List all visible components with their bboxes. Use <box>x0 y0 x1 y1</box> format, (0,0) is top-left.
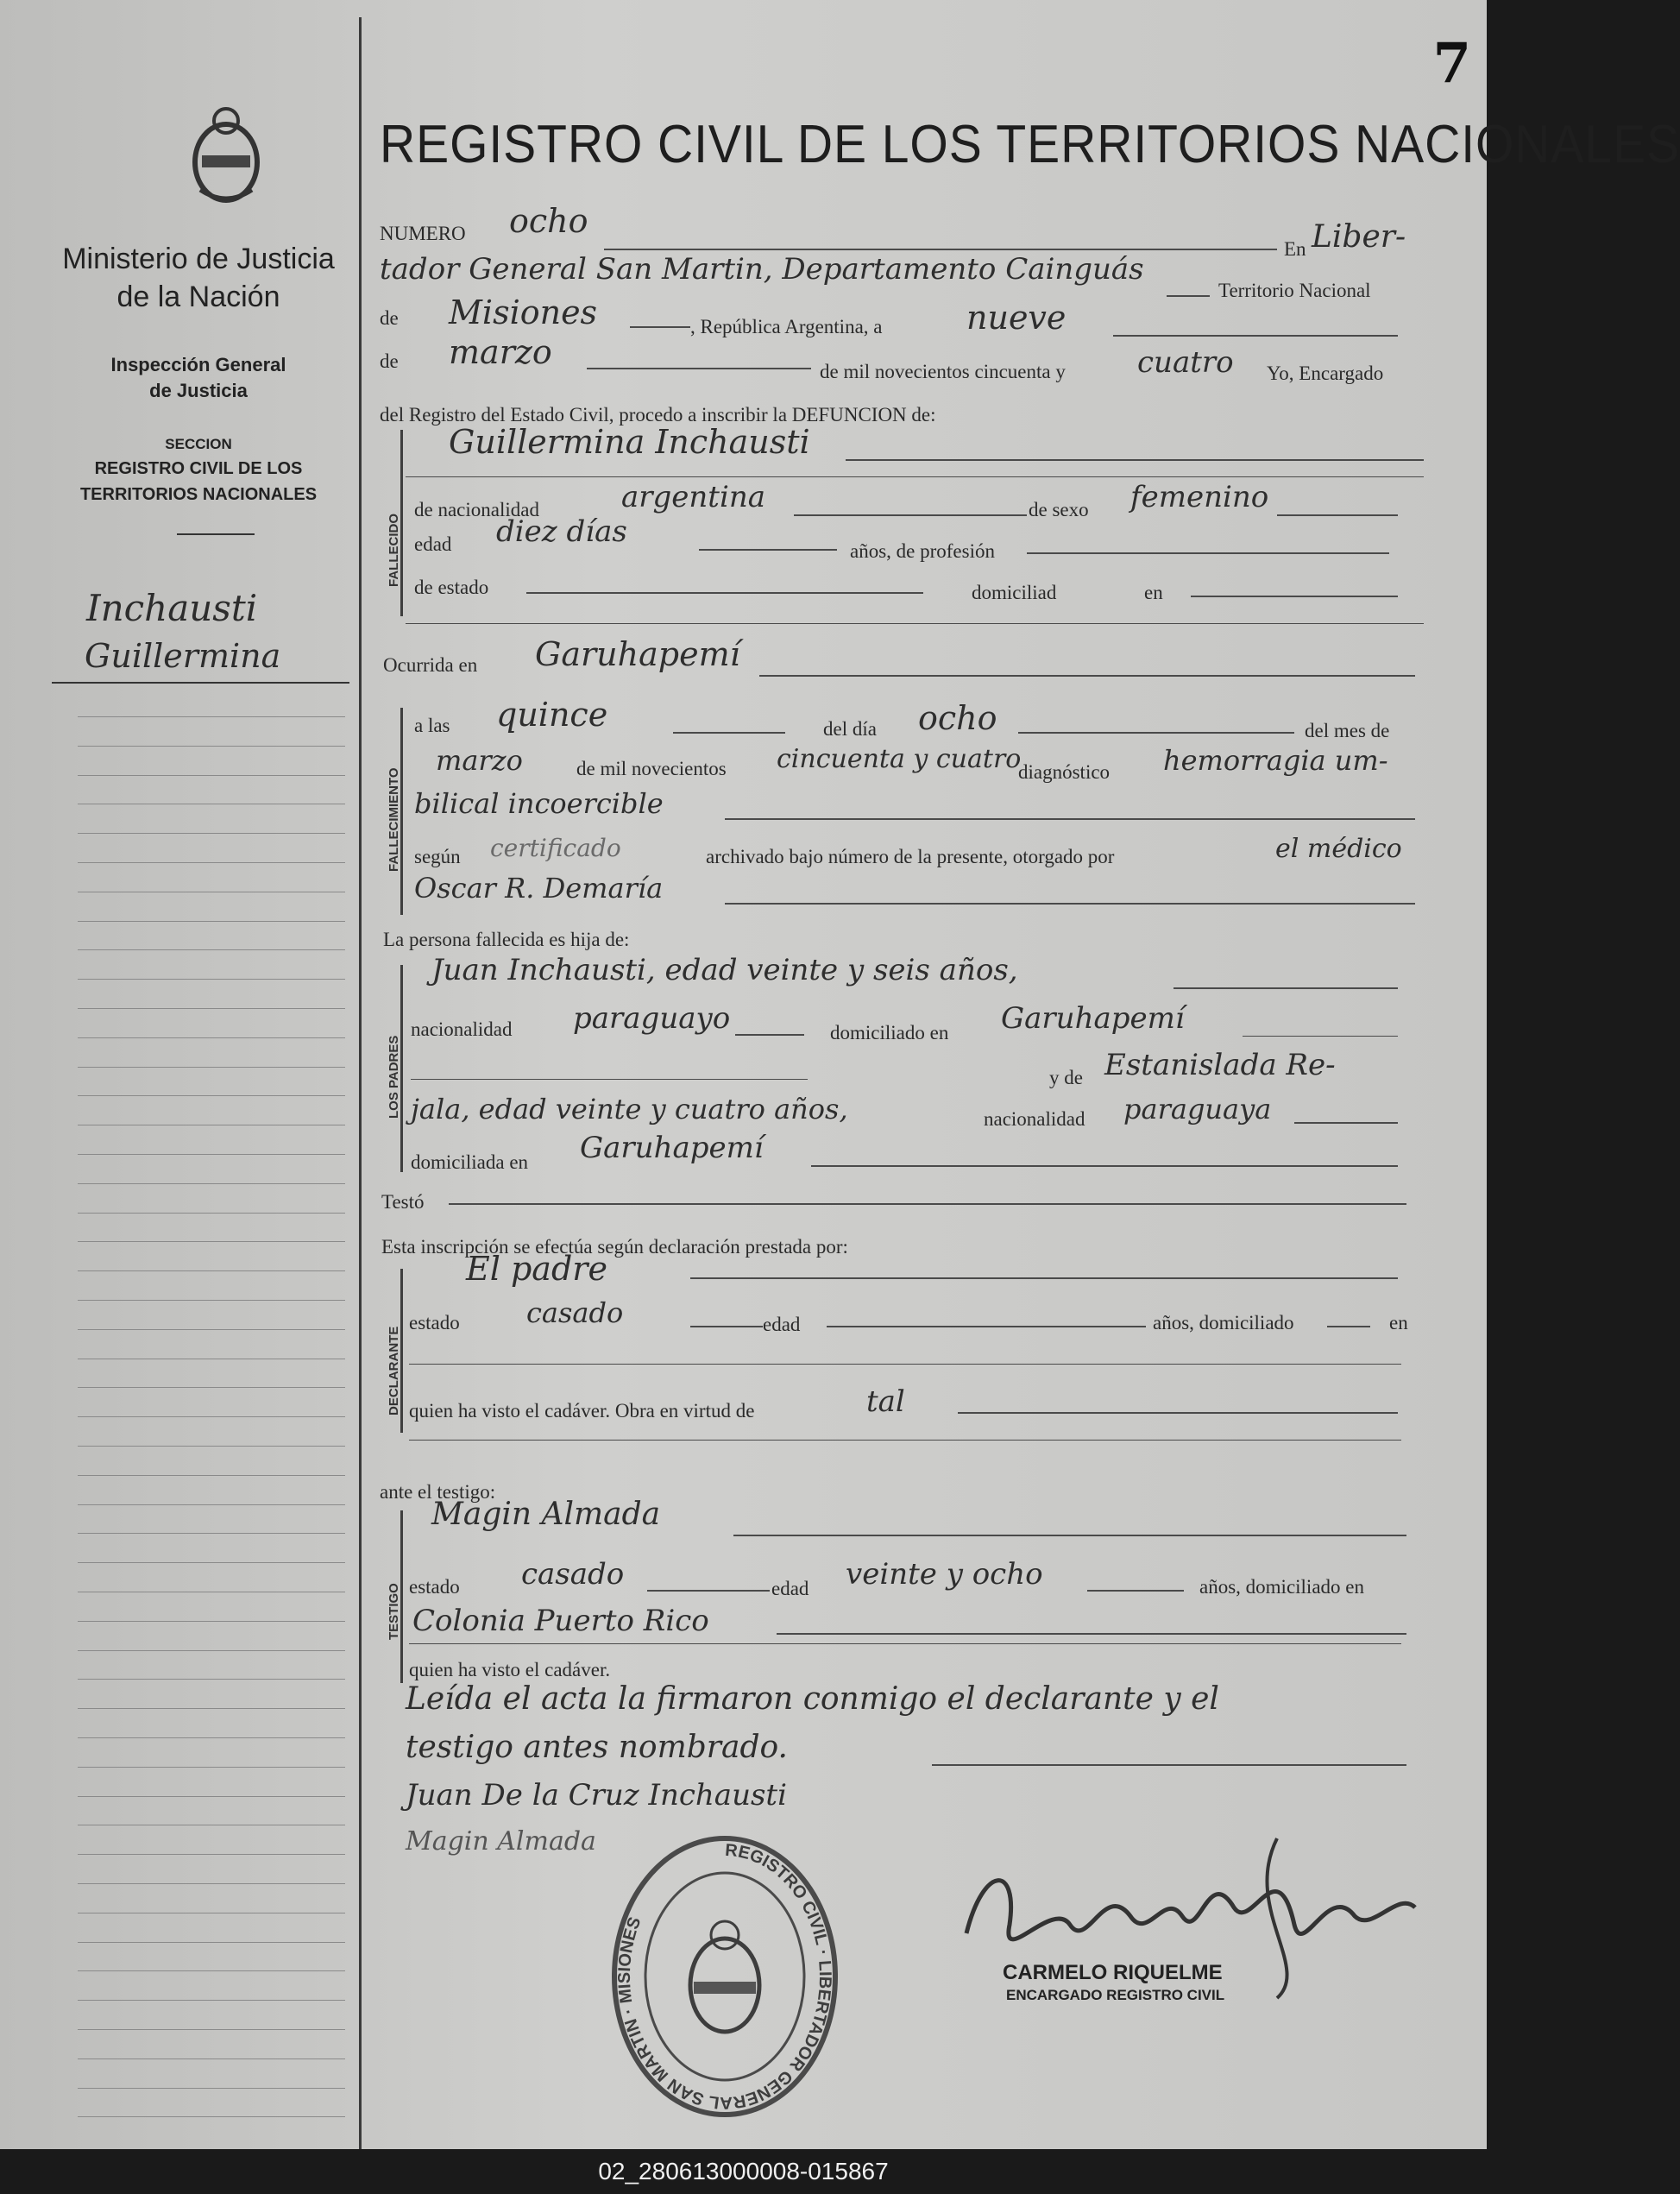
rule-sexo <box>1277 514 1398 516</box>
margin-ruled-line <box>78 2029 345 2030</box>
rule-dia-fallec <box>1018 732 1294 734</box>
rule-declarante <box>690 1277 1398 1279</box>
label-territorio: Territorio Nacional <box>1218 280 1371 301</box>
ministry-heading <box>52 240 345 316</box>
margin-ruled-line <box>78 1037 345 1038</box>
value-domicilio-test: Colonia Puerto Rico <box>412 1604 709 1638</box>
margin-ruled-line <box>78 2000 345 2001</box>
margin-ruled-line <box>78 2058 345 2059</box>
ministry-line-2: de la Nación <box>116 281 280 313</box>
value-padre: Juan Inchausti, edad veinte y seis años, <box>431 953 1018 987</box>
page-title: REGISTRO CIVIL DE LOS TERRITORIOS NACIONALES <box>380 115 1680 174</box>
label-estado-test: estado <box>409 1576 460 1598</box>
margin-ruled-line <box>78 1737 345 1738</box>
rule-profesion <box>1027 552 1389 554</box>
rule-domicilio-padre <box>1243 1036 1398 1037</box>
rule-edad-test <box>1087 1590 1184 1592</box>
label-nacionalidad-madre: nacionalidad <box>984 1108 1085 1130</box>
label-anos-profesion: años, de profesión <box>850 540 995 562</box>
rule-testo <box>449 1203 1406 1205</box>
rule-nacionalidad-madre <box>1294 1122 1398 1124</box>
label-segun: según <box>414 846 461 867</box>
value-madre-1: Estanislada Re- <box>1104 1048 1336 1082</box>
registrar-name: CARMELO RIQUELME <box>1003 1961 1223 1984</box>
label-de-2: de <box>380 350 399 372</box>
rule-estado-test <box>647 1590 770 1592</box>
value-mes-fallec: marzo <box>436 744 523 777</box>
ministry-line-1: Ministerio de Justicia <box>62 243 335 275</box>
rule-domicilio-decl <box>1327 1326 1370 1327</box>
registry-stamp-icon <box>604 1830 846 2123</box>
inspection-heading <box>52 352 345 404</box>
value-nombre: Guillermina Inchausti <box>449 423 810 461</box>
rule-numero <box>604 249 1277 250</box>
rule-padre <box>1173 987 1398 989</box>
label-de: de <box>380 307 399 329</box>
value-sexo: femenino <box>1130 480 1269 514</box>
value-domicilio-padre: Garuhapemí <box>1001 1001 1185 1036</box>
document-id-footer: 02_280613000008-015867 <box>0 2149 1487 2194</box>
value-ocurrida: Garuhapemí <box>535 635 740 673</box>
rule-nacionalidad-padre <box>735 1034 804 1036</box>
label-inscripcion: Esta inscripción se efectúa según declaración prestada por: <box>381 1236 848 1258</box>
value-medico-1: el médico <box>1275 834 1402 864</box>
label-edad-test: edad <box>771 1578 809 1599</box>
heading-rule <box>177 533 255 535</box>
margin-ruled-line <box>78 979 345 980</box>
label-edad-decl: edad <box>763 1314 801 1335</box>
ministry-line-3: Inspección General <box>110 354 286 375</box>
rule-lugar <box>1167 295 1210 297</box>
label-persona: La persona fallecida es hija de: <box>383 929 630 950</box>
section-label-fallecimiento: FALLECIMIENTO <box>387 767 401 872</box>
section-label-fallecido: FALLECIDO <box>387 514 401 587</box>
label-y-de: y de <box>1049 1067 1083 1088</box>
rule-closing <box>932 1764 1406 1766</box>
margin-ruled-line <box>78 1883 345 1884</box>
margin-ruled-line <box>78 1708 345 1709</box>
margin-name-rule <box>52 682 349 684</box>
label-a-las: a las <box>414 715 450 736</box>
rule-diagnostico <box>725 818 1415 820</box>
margin-ruled-line <box>78 949 345 950</box>
margin-ruled-line <box>78 1008 345 1009</box>
margin-ruled-line <box>78 746 345 747</box>
margin-ruled-line <box>78 1679 345 1680</box>
label-edad: edad <box>414 533 452 555</box>
signature-testigo: Magin Almada <box>406 1826 596 1857</box>
rule-domicilio-test <box>777 1633 1406 1635</box>
rule-edad <box>699 549 837 551</box>
closing-line-2: testigo antes nombrado. <box>406 1730 788 1765</box>
margin-ruled-line <box>78 833 345 834</box>
value-estado-decl: casado <box>526 1296 624 1329</box>
section-label-testigo: TESTIGO <box>387 1583 401 1640</box>
rule-mes <box>587 368 811 369</box>
value-medico-2: Oscar R. Demaría <box>414 872 664 905</box>
label-testo: Testó <box>381 1191 425 1213</box>
margin-ruled-line <box>78 1300 345 1301</box>
ministry-line-5: SECCION <box>165 436 232 452</box>
margin-ruled-line <box>78 1562 345 1563</box>
rule-dia <box>1113 335 1398 337</box>
value-madre-2: jala, edad veinte y cuatro años, <box>411 1093 848 1125</box>
rule-hora <box>673 732 785 734</box>
margin-ruled-line <box>78 2116 345 2117</box>
value-lugar-2: tador General San Martin, Departamento Cainguás <box>380 252 1144 287</box>
label-estado-decl: estado <box>409 1312 460 1333</box>
label-numero: NUMERO <box>380 223 466 244</box>
margin-ruled-line <box>78 1650 345 1651</box>
label-anos-domiciliado-2: años, domiciliado en <box>1199 1576 1364 1598</box>
margin-ruled-line <box>78 1154 345 1155</box>
column-divider <box>359 17 362 2149</box>
section-label-padres: LOS PADRES <box>387 1035 401 1119</box>
value-testigo: Magin Almada <box>431 1497 661 1532</box>
rule-estado <box>526 592 923 594</box>
rule-padre-extra <box>411 1079 808 1080</box>
value-hora: quince <box>496 696 608 734</box>
rule-territorio <box>630 326 690 328</box>
margin-surname: Inchausti <box>86 587 258 629</box>
margin-ruled-line <box>78 1446 345 1447</box>
margin-ruled-line <box>78 1970 345 1971</box>
rule-ocurrida <box>759 675 1415 677</box>
value-domicilio-madre: Garuhapemí <box>580 1131 764 1165</box>
rule-virtud <box>958 1412 1398 1414</box>
margin-ruled-line <box>78 1504 345 1505</box>
value-mes: marzo <box>449 333 552 371</box>
value-lugar-1: Liber- <box>1312 219 1406 255</box>
label-de-mil-2: de mil novecientos <box>576 758 727 779</box>
label-sexo: de sexo <box>1029 499 1089 520</box>
rule-nacionalidad <box>794 514 1027 516</box>
rule-domicilio <box>1191 596 1398 597</box>
label-en-decl: en <box>1389 1312 1408 1333</box>
margin-ruled-line <box>78 1213 345 1214</box>
margin-ruled-line <box>78 1270 345 1271</box>
section-heading <box>52 433 345 508</box>
margin-ruled-line <box>78 1533 345 1534</box>
value-dia: nueve <box>966 299 1067 337</box>
label-domiciliado: domiciliad <box>972 582 1057 603</box>
label-del-mes: del mes de <box>1305 720 1390 741</box>
label-nacionalidad: de nacionalidad <box>414 499 539 520</box>
margin-ruled-line <box>78 1796 345 1797</box>
margin-ruled-line <box>78 921 345 922</box>
rule-test-extra <box>409 1643 1401 1644</box>
label-anos-domiciliado: años, domiciliado <box>1153 1312 1294 1333</box>
rule-decl-extra <box>409 1364 1401 1365</box>
margin-ruled-line <box>78 716 345 717</box>
stamp-text: REGISTRO CIVIL · LIBERTADOR GENERAL SAN MARTIN · MISIONES <box>614 1840 835 2113</box>
rule-nombre <box>846 459 1424 461</box>
margin-ruled-line <box>78 1767 345 1768</box>
rule-domicilio-madre <box>811 1165 1398 1167</box>
label-nacionalidad-padre: nacionalidad <box>411 1018 513 1040</box>
label-ocurrida: Ocurrida en <box>383 654 478 676</box>
margin-ruled-line <box>78 1942 345 1943</box>
left-margin-column <box>0 0 359 2149</box>
rule-edad-decl <box>827 1326 1146 1327</box>
label-diagnostico: diagnóstico <box>1018 761 1111 783</box>
rule-domicilio-2 <box>406 623 1424 624</box>
margin-ruled-line <box>78 1183 345 1184</box>
ministry-line-6: REGISTRO CIVIL DE LOS <box>94 459 303 478</box>
label-yo: Yo, Encargado <box>1267 363 1384 384</box>
value-edad: diez días <box>496 514 627 549</box>
value-numero: ocho <box>509 202 588 240</box>
rule-nombre-2 <box>406 476 1424 477</box>
value-diagnostico-1: hemorragia um- <box>1163 744 1388 777</box>
margin-ruled-line <box>78 862 345 863</box>
label-en-2: en <box>1144 582 1163 603</box>
closing-line-1: Leída el acta la firmaron conmigo el declarante y el <box>406 1681 1219 1717</box>
label-archivado: archivado bajo número de la presente, otorgado por <box>706 846 1115 867</box>
margin-ruled-line <box>78 1329 345 1330</box>
ministry-line-4: de Justicia <box>149 380 248 401</box>
label-del-registro: del Registro del Estado Civil, procedo a inscribir la DEFUNCION de: <box>380 404 936 426</box>
rule-testigo <box>733 1535 1406 1536</box>
margin-ruled-line <box>78 1854 345 1855</box>
value-dia-fallec: ocho <box>918 699 997 737</box>
label-del-dia: del día <box>823 718 877 740</box>
label-domiciliada: domiciliada en <box>411 1151 529 1173</box>
value-estado-test: casado <box>521 1557 625 1592</box>
rule-estado-decl <box>690 1326 763 1327</box>
margin-given-name: Guillermina <box>85 637 281 675</box>
value-diagnostico-2: bilical incoercible <box>414 787 664 820</box>
rule-medico <box>725 903 1415 905</box>
label-en: En <box>1284 238 1306 260</box>
margin-ruled-line <box>78 1621 345 1622</box>
value-nacionalidad-padre: paraguayo <box>573 1001 731 1036</box>
margin-ruled-line <box>78 1241 345 1242</box>
label-domiciliado-padre: domiciliado en <box>830 1022 949 1043</box>
label-de-mil: de mil novecientos cincuenta y <box>820 361 1066 382</box>
margin-ruled-line <box>78 1475 345 1476</box>
value-declarante: El padre <box>466 1250 607 1288</box>
label-quien-visto: quien ha visto el cadáver. Obra en virtud de <box>409 1400 755 1422</box>
label-quien-visto-2: quien ha visto el cadáver. <box>409 1659 611 1680</box>
section-label-declarante: DECLARANTE <box>387 1326 401 1415</box>
signature-declarante: Juan De la Cruz Inchausti <box>406 1778 787 1813</box>
margin-ruled-line <box>78 2088 345 2089</box>
value-anio-fallec: cincuenta y cuatro <box>777 744 1022 774</box>
page-number: 7 <box>1432 31 1471 96</box>
label-republica: , República Argentina, a <box>690 316 883 337</box>
value-territorio: Misiones <box>449 293 598 331</box>
margin-ruled-line <box>78 1387 345 1388</box>
registrar-title: ENCARGADO REGISTRO CIVIL <box>1006 1987 1225 2003</box>
label-de-estado: de estado <box>414 577 489 598</box>
value-anio: cuatro <box>1137 345 1234 380</box>
rule-virtud-2 <box>409 1440 1401 1441</box>
margin-ruled-line <box>78 1416 345 1417</box>
margin-ruled-line <box>78 1067 345 1068</box>
label-ante-testigo: ante el testigo: <box>380 1481 496 1503</box>
value-segun: certificado <box>490 834 621 862</box>
ministry-line-7: TERRITORIOS NACIONALES <box>79 485 318 504</box>
value-nacionalidad: argentina <box>621 480 766 514</box>
value-virtud: tal <box>866 1384 905 1419</box>
margin-ruled-line <box>78 1095 345 1096</box>
margin-ruled-line <box>78 775 345 776</box>
value-nacionalidad-madre: paraguaya <box>1123 1093 1272 1125</box>
coat-of-arms-icon <box>183 104 269 207</box>
value-edad-test: veinte y ocho <box>846 1557 1043 1592</box>
